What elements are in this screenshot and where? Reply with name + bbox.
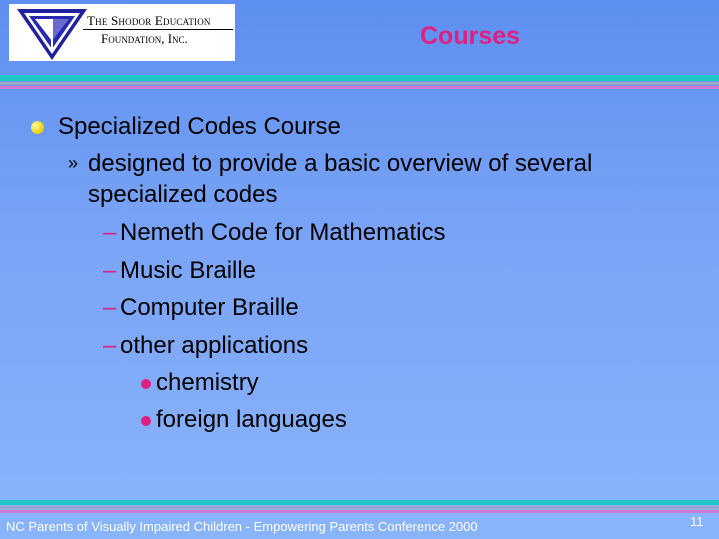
header-band-teal — [0, 75, 719, 81]
logo-divider — [83, 29, 233, 30]
footer-band-teal — [0, 500, 719, 505]
slide-title: Courses — [420, 22, 521, 50]
footer-band-pink — [0, 510, 719, 513]
list-item: Nemeth Code for Mathematics — [120, 219, 446, 246]
dash-bullet-icon: – — [103, 219, 117, 246]
logo-text-line2: Foundation, Inc. — [101, 31, 188, 46]
logo — [9, 4, 235, 61]
pink-dot-icon — [141, 379, 151, 389]
shodor-logo-icon — [15, 6, 89, 61]
pink-dot-icon — [141, 416, 151, 426]
list-subitem: foreign languages — [156, 406, 347, 433]
bullet-text: Specialized Codes Course — [58, 113, 341, 140]
sub-bullet-text: designed to provide a basic overview of several — [88, 150, 593, 177]
list-item: Computer Braille — [120, 294, 299, 321]
dash-bullet-icon: – — [103, 257, 117, 284]
header-band-pink — [0, 86, 719, 89]
list-item: other applications — [120, 332, 309, 359]
header-band-gray — [0, 82, 719, 85]
dash-bullet-icon: – — [103, 294, 117, 321]
sub-bullet-text-continued: specialized codes — [88, 181, 278, 208]
dash-bullet-icon: – — [103, 332, 117, 359]
list-item: Music Braille — [120, 257, 257, 284]
guillemet-bullet-icon: » — [68, 153, 79, 173]
page-number: 11 — [690, 514, 704, 529]
footer-text: NC Parents of Visually Impaired Children - Empowering Parents Conference 2000 — [6, 519, 478, 534]
bullet-dot-icon — [31, 121, 44, 134]
logo-text-line1: The Shodor Education — [87, 13, 211, 28]
footer-band-gray — [0, 506, 719, 509]
list-subitem: chemistry — [156, 369, 259, 396]
